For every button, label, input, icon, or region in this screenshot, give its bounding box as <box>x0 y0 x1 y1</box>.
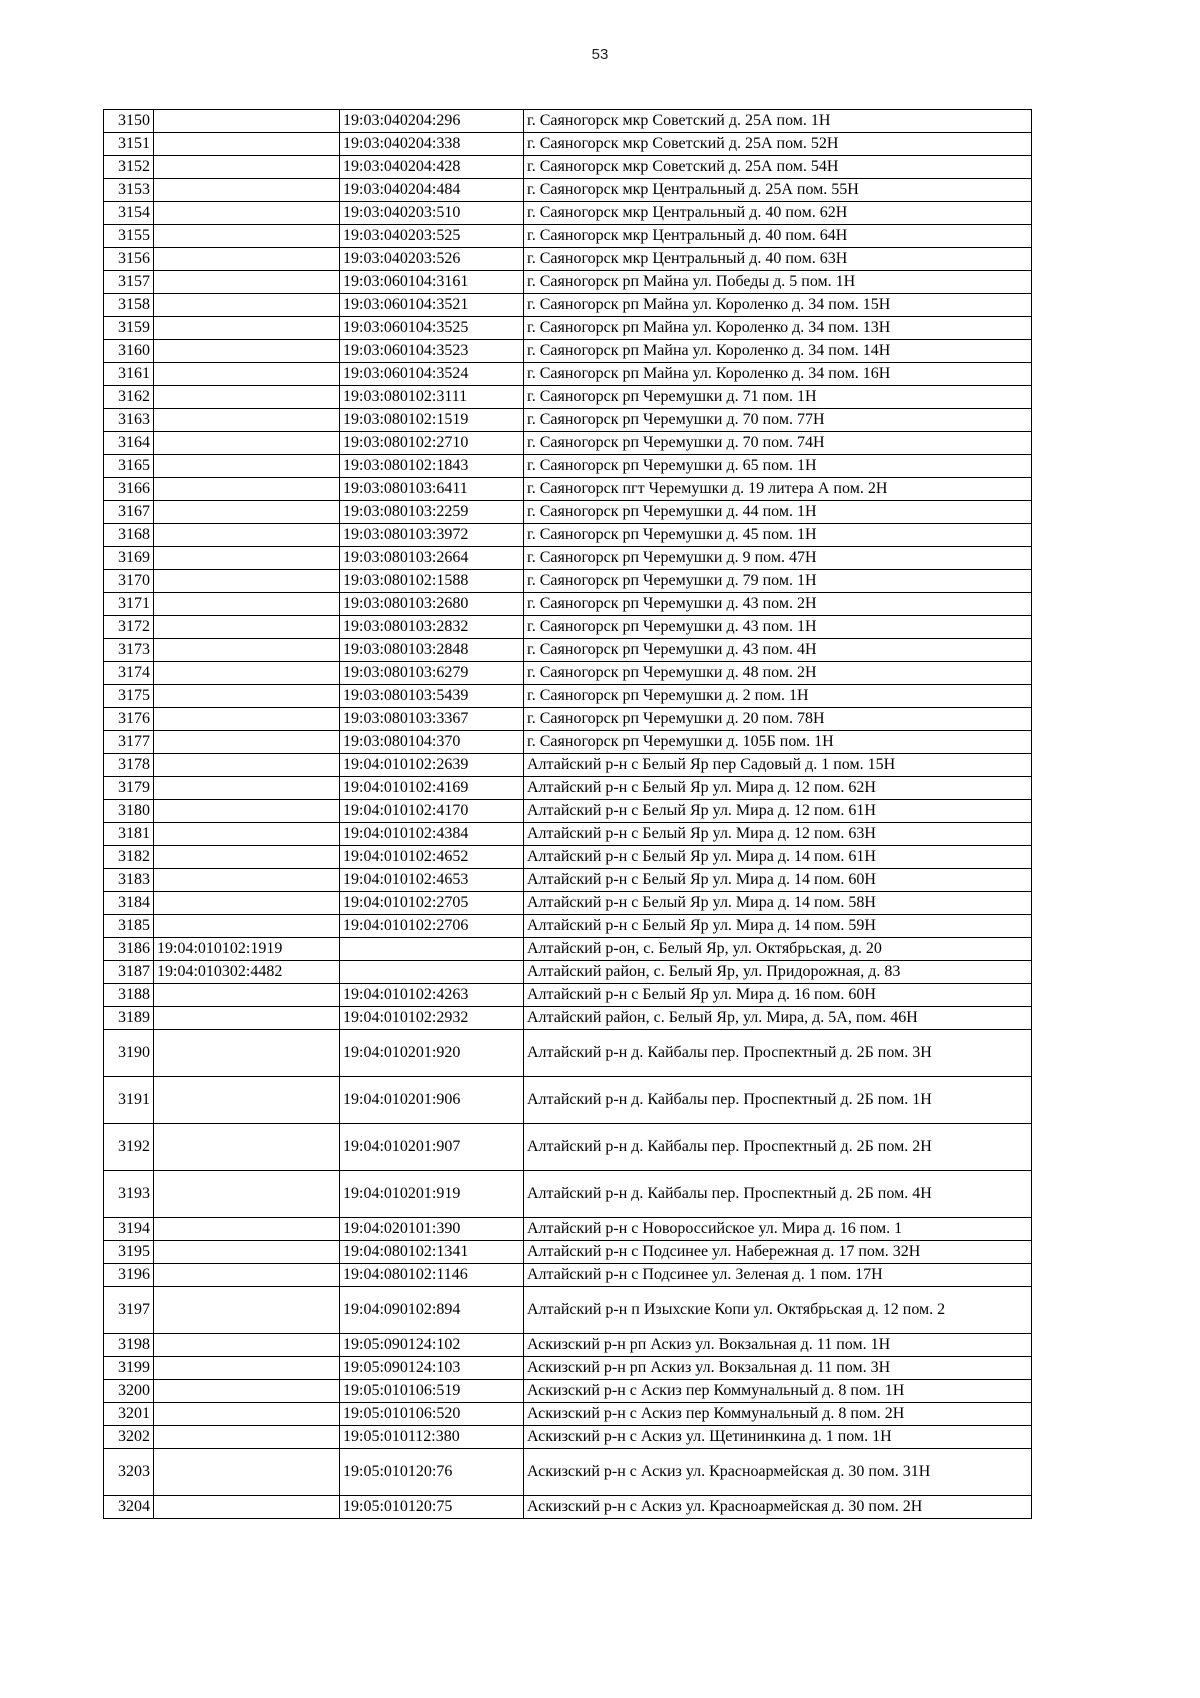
table-row <box>104 501 1032 524</box>
table-row <box>104 639 1032 662</box>
cadastral-number-cell: 19:03:080103:2848 <box>340 639 524 662</box>
previous-cadastral-number-cell <box>154 892 340 915</box>
row-number-cell: 3153 <box>104 179 154 202</box>
table-row <box>104 202 1032 225</box>
previous-cadastral-number-cell <box>154 248 340 271</box>
table-row <box>104 1287 1032 1334</box>
address-cell: г. Саяногорск рп Черемушки д. 79 пом. 1Н <box>524 570 1032 593</box>
previous-cadastral-number-cell <box>154 800 340 823</box>
address-cell: г. Саяногорск рп Черемушки д. 2 пом. 1Н <box>524 685 1032 708</box>
address-cell: г. Саяногорск мкр Центральный д. 40 пом. 63Н <box>524 248 1032 271</box>
cadastral-number-cell: 19:04:010102:4169 <box>340 777 524 800</box>
cadastral-number-cell: 19:05:010120:76 <box>340 1449 524 1496</box>
cadastral-number-cell: 19:04:020101:390 <box>340 1218 524 1241</box>
cadastral-number-cell <box>340 961 524 984</box>
cadastral-number-cell: 19:03:080103:2680 <box>340 593 524 616</box>
table-row <box>104 432 1032 455</box>
cadastral-number-cell: 19:03:080103:3367 <box>340 708 524 731</box>
table-row <box>104 133 1032 156</box>
cadastral-number-cell: 19:03:060104:3521 <box>340 294 524 317</box>
cadastral-number-cell: 19:03:080102:2710 <box>340 432 524 455</box>
row-number-cell: 3161 <box>104 363 154 386</box>
previous-cadastral-number-cell <box>154 616 340 639</box>
previous-cadastral-number-cell <box>154 846 340 869</box>
previous-cadastral-number-cell <box>154 455 340 478</box>
row-number-cell: 3185 <box>104 915 154 938</box>
address-cell: г. Саяногорск рп Черемушки д. 65 пом. 1Н <box>524 455 1032 478</box>
row-number-cell: 3193 <box>104 1171 154 1218</box>
table-row <box>104 846 1032 869</box>
cadastral-number-cell: 19:03:060104:3525 <box>340 317 524 340</box>
address-cell: Аскизский р-н рп Аскиз ул. Вокзальная д. 11 пом. 1Н <box>524 1334 1032 1357</box>
table-row <box>104 1241 1032 1264</box>
row-number-cell: 3155 <box>104 225 154 248</box>
address-cell: г. Саяногорск рп Майна ул. Короленко д. 34 пом. 16Н <box>524 363 1032 386</box>
row-number-cell: 3191 <box>104 1077 154 1124</box>
previous-cadastral-number-cell <box>154 593 340 616</box>
cadastral-number-cell: 19:03:040203:525 <box>340 225 524 248</box>
address-cell: Алтайский р-н с Белый Яр ул. Мира д. 14 пом. 59Н <box>524 915 1032 938</box>
previous-cadastral-number-cell <box>154 363 340 386</box>
table-row <box>104 248 1032 271</box>
cadastral-number-cell: 19:03:080104:370 <box>340 731 524 754</box>
table-row <box>104 524 1032 547</box>
previous-cadastral-number-cell <box>154 110 340 133</box>
row-number-cell: 3151 <box>104 133 154 156</box>
row-number-cell: 3199 <box>104 1357 154 1380</box>
table-row <box>104 455 1032 478</box>
row-number-cell: 3168 <box>104 524 154 547</box>
address-cell: г. Саяногорск мкр Центральный д. 25А пом. 55Н <box>524 179 1032 202</box>
address-cell: Алтайский р-н с Подсинее ул. Зеленая д. 1 пом. 17Н <box>524 1264 1032 1287</box>
row-number-cell: 3197 <box>104 1287 154 1334</box>
row-number-cell: 3200 <box>104 1380 154 1403</box>
previous-cadastral-number-cell <box>154 294 340 317</box>
address-cell: г. Саяногорск рп Черемушки д. 43 пом. 4Н <box>524 639 1032 662</box>
row-number-cell: 3195 <box>104 1241 154 1264</box>
row-number-cell: 3194 <box>104 1218 154 1241</box>
table-row <box>104 616 1032 639</box>
cadastral-number-cell: 19:03:040203:526 <box>340 248 524 271</box>
address-cell: Алтайский район, с. Белый Яр, ул. Придорожная, д. 83 <box>524 961 1032 984</box>
previous-cadastral-number-cell <box>154 1264 340 1287</box>
row-number-cell: 3154 <box>104 202 154 225</box>
cadastral-number-cell: 19:05:090124:103 <box>340 1357 524 1380</box>
previous-cadastral-number-cell <box>154 386 340 409</box>
table-row <box>104 478 1032 501</box>
previous-cadastral-number-cell <box>154 524 340 547</box>
row-number-cell: 3183 <box>104 869 154 892</box>
previous-cadastral-number-cell <box>154 1334 340 1357</box>
previous-cadastral-number-cell <box>154 1171 340 1218</box>
cadastral-number-cell: 19:03:080103:3972 <box>340 524 524 547</box>
address-cell: Алтайский р-он, с. Белый Яр, ул. Октябрьская, д. 20 <box>524 938 1032 961</box>
cadastral-number-cell: 19:04:090102:894 <box>340 1287 524 1334</box>
cadastral-number-cell: 19:03:080102:1519 <box>340 409 524 432</box>
cadastral-number-cell: 19:04:010102:2705 <box>340 892 524 915</box>
row-number-cell: 3186 <box>104 938 154 961</box>
address-cell: г. Саяногорск рп Черемушки д. 105Б пом. 1Н <box>524 731 1032 754</box>
address-cell: г. Саяногорск рп Майна ул. Короленко д. 34 пом. 15Н <box>524 294 1032 317</box>
row-number-cell: 3188 <box>104 984 154 1007</box>
previous-cadastral-number-cell <box>154 1380 340 1403</box>
row-number-cell: 3159 <box>104 317 154 340</box>
previous-cadastral-number-cell <box>154 869 340 892</box>
row-number-cell: 3173 <box>104 639 154 662</box>
row-number-cell: 3196 <box>104 1264 154 1287</box>
row-number-cell: 3158 <box>104 294 154 317</box>
previous-cadastral-number-cell <box>154 547 340 570</box>
previous-cadastral-number-cell <box>154 225 340 248</box>
previous-cadastral-number-cell: 19:04:010302:4482 <box>154 961 340 984</box>
cadastral-number-cell: 19:03:080102:3111 <box>340 386 524 409</box>
row-number-cell: 3157 <box>104 271 154 294</box>
table-row <box>104 363 1032 386</box>
row-number-cell: 3156 <box>104 248 154 271</box>
previous-cadastral-number-cell <box>154 915 340 938</box>
address-cell: г. Саяногорск пгт Черемушки д. 19 литера А пом. 2Н <box>524 478 1032 501</box>
cadastral-number-cell: 19:04:010102:4170 <box>340 800 524 823</box>
address-cell: Аскизский р-н рп Аскиз ул. Вокзальная д. 11 пом. 3Н <box>524 1357 1032 1380</box>
table-row <box>104 110 1032 133</box>
table-row <box>104 294 1032 317</box>
row-number-cell: 3203 <box>104 1449 154 1496</box>
cadastral-number-cell: 19:04:010102:4653 <box>340 869 524 892</box>
previous-cadastral-number-cell <box>154 570 340 593</box>
table-row <box>104 1496 1032 1519</box>
address-cell: Алтайский р-н с Белый Яр ул. Мира д. 12 пом. 61Н <box>524 800 1032 823</box>
address-cell: Алтайский р-н с Белый Яр ул. Мира д. 14 пом. 58Н <box>524 892 1032 915</box>
row-number-cell: 3163 <box>104 409 154 432</box>
table-row <box>104 662 1032 685</box>
row-number-cell: 3179 <box>104 777 154 800</box>
cadastral-number-cell: 19:04:080102:1341 <box>340 1241 524 1264</box>
cadastral-number-cell: 19:03:080103:2832 <box>340 616 524 639</box>
table-row <box>104 1357 1032 1380</box>
cadastral-number-cell: 19:04:010102:2932 <box>340 1007 524 1030</box>
table-row <box>104 225 1032 248</box>
table-row <box>104 1171 1032 1218</box>
address-cell: г. Саяногорск мкр Советский д. 25А пом. 52Н <box>524 133 1032 156</box>
table-row <box>104 1007 1032 1030</box>
address-cell: Алтайский р-н с Белый Яр ул. Мира д. 12 пом. 63Н <box>524 823 1032 846</box>
property-register-table <box>103 109 1032 1519</box>
table-row <box>104 179 1032 202</box>
table-row <box>104 1403 1032 1426</box>
cadastral-number-cell: 19:03:040204:338 <box>340 133 524 156</box>
table-row <box>104 984 1032 1007</box>
previous-cadastral-number-cell <box>154 1007 340 1030</box>
table-row <box>104 409 1032 432</box>
table-row <box>104 547 1032 570</box>
row-number-cell: 3172 <box>104 616 154 639</box>
row-number-cell: 3177 <box>104 731 154 754</box>
table-row <box>104 1030 1032 1077</box>
row-number-cell: 3181 <box>104 823 154 846</box>
cadastral-number-cell: 19:05:010106:520 <box>340 1403 524 1426</box>
row-number-cell: 3180 <box>104 800 154 823</box>
cadastral-number-cell: 19:03:080102:1843 <box>340 455 524 478</box>
previous-cadastral-number-cell <box>154 639 340 662</box>
row-number-cell: 3182 <box>104 846 154 869</box>
previous-cadastral-number-cell <box>154 179 340 202</box>
table-row <box>104 869 1032 892</box>
cadastral-number-cell: 19:03:080103:6411 <box>340 478 524 501</box>
table-row <box>104 340 1032 363</box>
previous-cadastral-number-cell <box>154 271 340 294</box>
previous-cadastral-number-cell <box>154 984 340 1007</box>
previous-cadastral-number-cell <box>154 1426 340 1449</box>
table-row <box>104 777 1032 800</box>
address-cell: г. Саяногорск мкр Советский д. 25А пом. 54Н <box>524 156 1032 179</box>
address-cell: г. Саяногорск мкр Центральный д. 40 пом. 64Н <box>524 225 1032 248</box>
cadastral-number-cell: 19:04:010201:907 <box>340 1124 524 1171</box>
cadastral-number-cell: 19:03:060104:3524 <box>340 363 524 386</box>
address-cell: Алтайский р-н д. Кайбалы пер. Проспектный д. 2Б пом. 2Н <box>524 1124 1032 1171</box>
previous-cadastral-number-cell <box>154 1124 340 1171</box>
address-cell: Алтайский р-н с Белый Яр пер Садовый д. 1 пом. 15Н <box>524 754 1032 777</box>
row-number-cell: 3187 <box>104 961 154 984</box>
row-number-cell: 3169 <box>104 547 154 570</box>
previous-cadastral-number-cell <box>154 133 340 156</box>
cadastral-number-cell: 19:03:060104:3161 <box>340 271 524 294</box>
table-row <box>104 1077 1032 1124</box>
row-number-cell: 3178 <box>104 754 154 777</box>
cadastral-number-cell: 19:04:010102:4263 <box>340 984 524 1007</box>
cadastral-number-cell: 19:04:010102:4652 <box>340 846 524 869</box>
cadastral-number-cell: 19:03:080103:2664 <box>340 547 524 570</box>
previous-cadastral-number-cell <box>154 685 340 708</box>
address-cell: Аскизский р-н с Аскиз пер Коммунальный д. 8 пом. 2Н <box>524 1403 1032 1426</box>
table-row <box>104 1218 1032 1241</box>
cadastral-number-cell: 19:05:010112:380 <box>340 1426 524 1449</box>
table-row <box>104 1380 1032 1403</box>
cadastral-number-cell: 19:04:010102:2706 <box>340 915 524 938</box>
cadastral-number-cell: 19:04:010201:906 <box>340 1077 524 1124</box>
table-row <box>104 731 1032 754</box>
row-number-cell: 3150 <box>104 110 154 133</box>
address-cell: г. Саяногорск рп Черемушки д. 48 пом. 2Н <box>524 662 1032 685</box>
previous-cadastral-number-cell <box>154 478 340 501</box>
row-number-cell: 3162 <box>104 386 154 409</box>
cadastral-number-cell: 19:03:040203:510 <box>340 202 524 225</box>
previous-cadastral-number-cell <box>154 1218 340 1241</box>
previous-cadastral-number-cell <box>154 1030 340 1077</box>
table-row <box>104 754 1032 777</box>
table-row <box>104 938 1032 961</box>
table-row <box>104 1334 1032 1357</box>
cadastral-number-cell: 19:03:080103:2259 <box>340 501 524 524</box>
address-cell: Алтайский р-н п Изыхские Копи ул. Октябрьская д. 12 пом. 2 <box>524 1287 1032 1334</box>
previous-cadastral-number-cell: 19:04:010102:1919 <box>154 938 340 961</box>
row-number-cell: 3160 <box>104 340 154 363</box>
address-cell: Алтайский р-н с Подсинее ул. Набережная д. 17 пом. 32Н <box>524 1241 1032 1264</box>
table-row <box>104 271 1032 294</box>
row-number-cell: 3190 <box>104 1030 154 1077</box>
previous-cadastral-number-cell <box>154 1403 340 1426</box>
row-number-cell: 3174 <box>104 662 154 685</box>
cadastral-number-cell: 19:04:010102:4384 <box>340 823 524 846</box>
row-number-cell: 3202 <box>104 1426 154 1449</box>
cadastral-number-cell: 19:03:040204:296 <box>340 110 524 133</box>
table-row <box>104 386 1032 409</box>
address-cell: Алтайский р-н д. Кайбалы пер. Проспектный д. 2Б пом. 1Н <box>524 1077 1032 1124</box>
table-row <box>104 1426 1032 1449</box>
page-number: 53 <box>591 46 609 63</box>
previous-cadastral-number-cell <box>154 1241 340 1264</box>
cadastral-number-cell: 19:05:010120:75 <box>340 1496 524 1519</box>
previous-cadastral-number-cell <box>154 317 340 340</box>
row-number-cell: 3166 <box>104 478 154 501</box>
address-cell: г. Саяногорск рп Черемушки д. 9 пом. 47Н <box>524 547 1032 570</box>
row-number-cell: 3189 <box>104 1007 154 1030</box>
row-number-cell: 3152 <box>104 156 154 179</box>
cadastral-number-cell: 19:05:090124:102 <box>340 1334 524 1357</box>
previous-cadastral-number-cell <box>154 708 340 731</box>
previous-cadastral-number-cell <box>154 662 340 685</box>
address-cell: г. Саяногорск рп Черемушки д. 44 пом. 1Н <box>524 501 1032 524</box>
address-cell: Аскизский р-н с Аскиз ул. Щетининкина д. 1 пом. 1Н <box>524 1426 1032 1449</box>
address-cell: Алтайский р-н д. Кайбалы пер. Проспектный д. 2Б пом. 4Н <box>524 1171 1032 1218</box>
previous-cadastral-number-cell <box>154 340 340 363</box>
row-number-cell: 3192 <box>104 1124 154 1171</box>
table-row <box>104 708 1032 731</box>
row-number-cell: 3171 <box>104 593 154 616</box>
register-body <box>104 110 1032 1519</box>
table-row <box>104 800 1032 823</box>
row-number-cell: 3204 <box>104 1496 154 1519</box>
address-cell: г. Саяногорск рп Черемушки д. 20 пом. 78Н <box>524 708 1032 731</box>
previous-cadastral-number-cell <box>154 1287 340 1334</box>
table-row <box>104 823 1032 846</box>
previous-cadastral-number-cell <box>154 754 340 777</box>
table-row <box>104 1124 1032 1171</box>
row-number-cell: 3164 <box>104 432 154 455</box>
address-cell: г. Саяногорск мкр Центральный д. 40 пом. 62Н <box>524 202 1032 225</box>
address-cell: г. Саяногорск рп Майна ул. Короленко д. 34 пом. 13Н <box>524 317 1032 340</box>
previous-cadastral-number-cell <box>154 1449 340 1496</box>
cadastral-number-cell: 19:03:080103:6279 <box>340 662 524 685</box>
table-row <box>104 317 1032 340</box>
address-cell: Алтайский р-н с Белый Яр ул. Мира д. 14 пом. 61Н <box>524 846 1032 869</box>
row-number-cell: 3201 <box>104 1403 154 1426</box>
row-number-cell: 3176 <box>104 708 154 731</box>
address-cell: г. Саяногорск рп Черемушки д. 43 пом. 1Н <box>524 616 1032 639</box>
address-cell: г. Саяногорск рп Майна ул. Короленко д. 34 пом. 14Н <box>524 340 1032 363</box>
table-row <box>104 892 1032 915</box>
cadastral-number-cell: 19:03:080103:5439 <box>340 685 524 708</box>
table-row <box>104 593 1032 616</box>
address-cell: г. Саяногорск рп Черемушки д. 45 пом. 1Н <box>524 524 1032 547</box>
address-cell: Алтайский р-н д. Кайбалы пер. Проспектный д. 2Б пом. 3Н <box>524 1030 1032 1077</box>
cadastral-number-cell: 19:03:060104:3523 <box>340 340 524 363</box>
table-row <box>104 156 1032 179</box>
table-row <box>104 1264 1032 1287</box>
table-row <box>104 1449 1032 1496</box>
row-number-cell: 3198 <box>104 1334 154 1357</box>
cadastral-number-cell: 19:03:080102:1588 <box>340 570 524 593</box>
previous-cadastral-number-cell <box>154 1496 340 1519</box>
previous-cadastral-number-cell <box>154 1357 340 1380</box>
address-cell: г. Саяногорск мкр Советский д. 25А пом. 1Н <box>524 110 1032 133</box>
previous-cadastral-number-cell <box>154 501 340 524</box>
row-number-cell: 3175 <box>104 685 154 708</box>
cadastral-number-cell: 19:05:010106:519 <box>340 1380 524 1403</box>
address-cell: г. Саяногорск рп Черемушки д. 71 пом. 1Н <box>524 386 1032 409</box>
address-cell: Алтайский р-н с Белый Яр ул. Мира д. 12 пом. 62Н <box>524 777 1032 800</box>
previous-cadastral-number-cell <box>154 1077 340 1124</box>
cadastral-number-cell <box>340 938 524 961</box>
previous-cadastral-number-cell <box>154 202 340 225</box>
address-cell: г. Саяногорск рп Майна ул. Победы д. 5 пом. 1Н <box>524 271 1032 294</box>
cadastral-number-cell: 19:03:040204:484 <box>340 179 524 202</box>
previous-cadastral-number-cell <box>154 823 340 846</box>
table-row <box>104 685 1032 708</box>
table-row <box>104 570 1032 593</box>
previous-cadastral-number-cell <box>154 409 340 432</box>
previous-cadastral-number-cell <box>154 156 340 179</box>
address-cell: г. Саяногорск рп Черемушки д. 70 пом. 74Н <box>524 432 1032 455</box>
row-number-cell: 3184 <box>104 892 154 915</box>
previous-cadastral-number-cell <box>154 777 340 800</box>
table-row <box>104 961 1032 984</box>
address-cell: Алтайский р-н с Белый Яр ул. Мира д. 16 пом. 60Н <box>524 984 1032 1007</box>
address-cell: Аскизский р-н с Аскиз ул. Красноармейская д. 30 пом. 31Н <box>524 1449 1032 1496</box>
row-number-cell: 3165 <box>104 455 154 478</box>
address-cell: г. Саяногорск рп Черемушки д. 70 пом. 77Н <box>524 409 1032 432</box>
cadastral-number-cell: 19:04:010201:920 <box>340 1030 524 1077</box>
cadastral-number-cell: 19:03:040204:428 <box>340 156 524 179</box>
address-cell: г. Саяногорск рп Черемушки д. 43 пом. 2Н <box>524 593 1032 616</box>
row-number-cell: 3167 <box>104 501 154 524</box>
previous-cadastral-number-cell <box>154 731 340 754</box>
address-cell: Аскизский р-н с Аскиз пер Коммунальный д. 8 пом. 1Н <box>524 1380 1032 1403</box>
address-cell: Алтайский р-н с Новороссийское ул. Мира д. 16 пом. 1 <box>524 1218 1032 1241</box>
cadastral-number-cell: 19:04:080102:1146 <box>340 1264 524 1287</box>
row-number-cell: 3170 <box>104 570 154 593</box>
cadastral-number-cell: 19:04:010102:2639 <box>340 754 524 777</box>
address-cell: Алтайский район, с. Белый Яр, ул. Мира, д. 5А, пом. 46Н <box>524 1007 1032 1030</box>
address-cell: Алтайский р-н с Белый Яр ул. Мира д. 14 пом. 60Н <box>524 869 1032 892</box>
address-cell: Аскизский р-н с Аскиз ул. Красноармейская д. 30 пом. 2Н <box>524 1496 1032 1519</box>
previous-cadastral-number-cell <box>154 432 340 455</box>
table-row <box>104 915 1032 938</box>
cadastral-number-cell: 19:04:010201:919 <box>340 1171 524 1218</box>
